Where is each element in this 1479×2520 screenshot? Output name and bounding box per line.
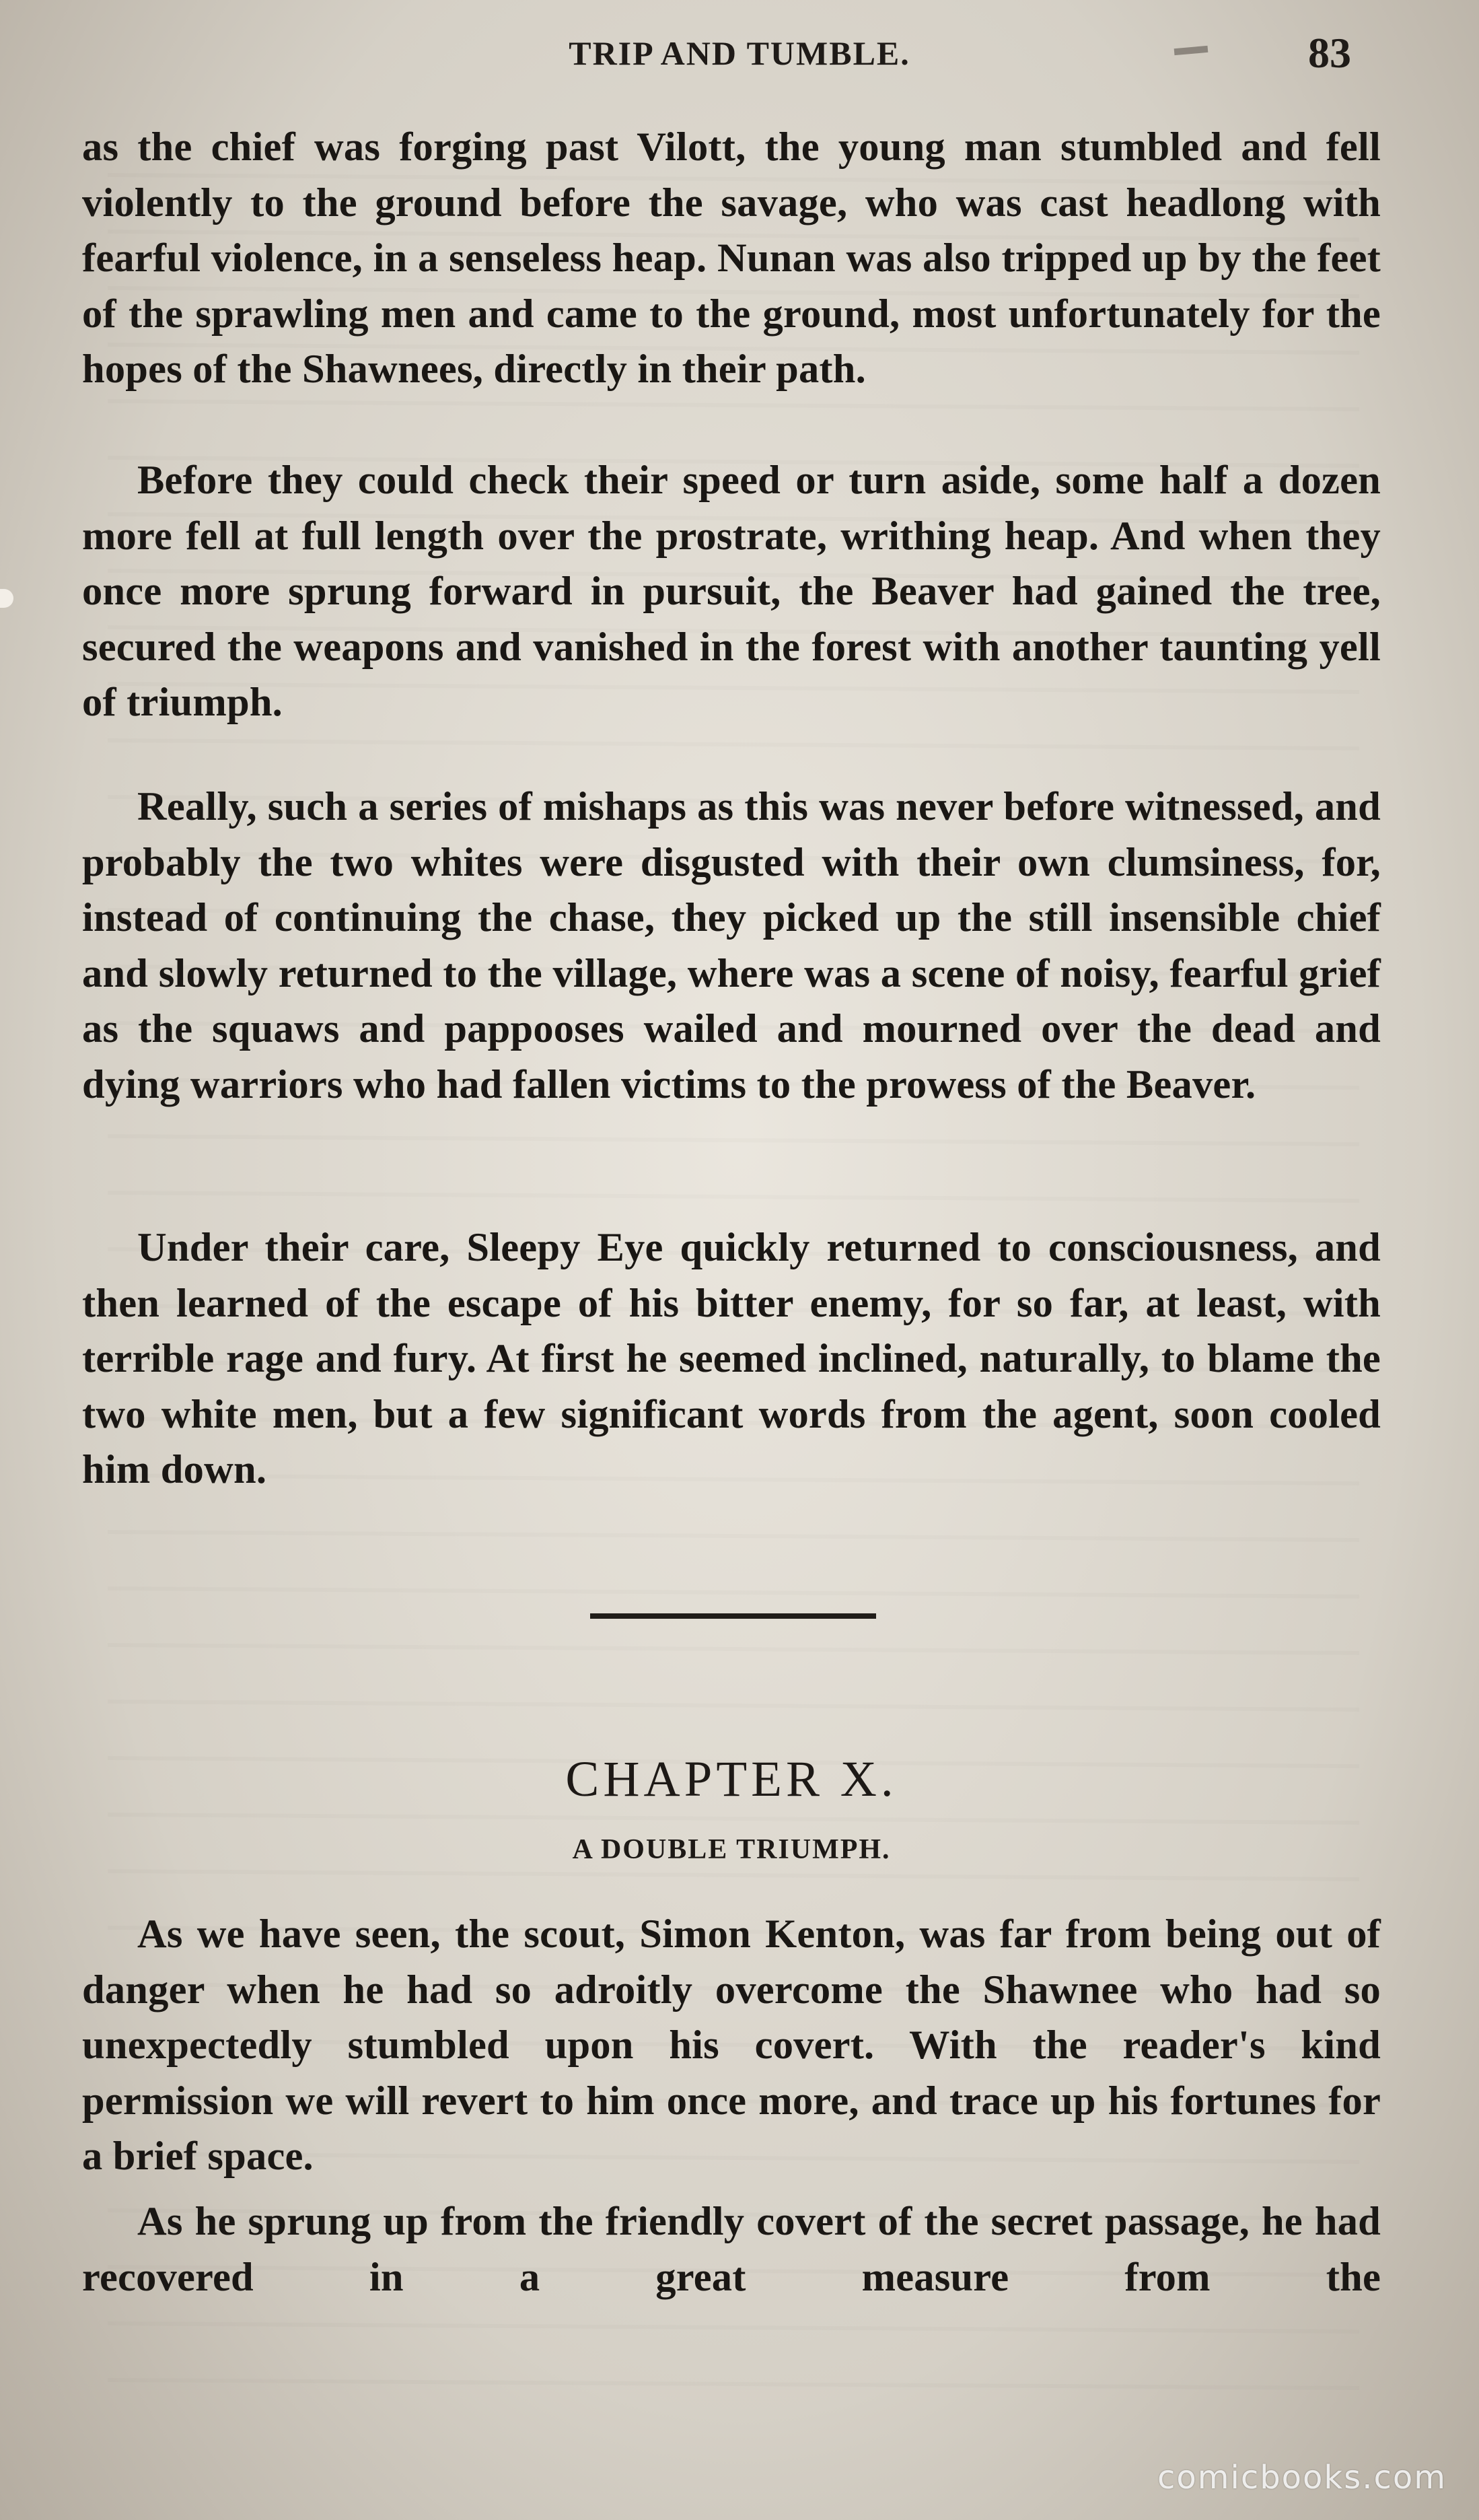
page-number: 83 bbox=[1308, 29, 1351, 77]
chapter-paragraph-1: As we have seen, the scout, Simon Kenton, was far from being out of danger when he had so adroitly overcome the Shawnee who had so unexpectedly stumbled upon his covert. With the reader's kind permission we will revert to him once more, and trace up his fortunes for a brief space. bbox=[82, 1912, 1381, 2179]
paragraph-1: as the chief was forging past Vilott, the young man stumbled and fell violently to the ground before the savage, who was cast headlong with fearful violence, in a senseless heap. Nunan was also tripped up by the feet of the sprawling men and came to the ground, most unfortunately for the hopes of the Shawnees, directly in their path. bbox=[82, 125, 1381, 392]
running-header bbox=[81, 28, 1398, 82]
paragraph-4: Under their care, Sleepy Eye quickly returned to consciousness, and then learned of the escape of his bitter enemy, for so far, at least, with terrible rage and fury. At first he seemed inclined, naturally, to blame the two white men, but a few significant words from the agent, soon cooled him down. bbox=[82, 1225, 1381, 1492]
chapter-subtitle: A DOUBLE TRIUMPH. bbox=[572, 1834, 891, 1865]
paragraph-3: Really, such a series of mishaps as this was never before witnessed, and probably the two whites were disgusted with their own clumsiness, for, instead of continuing the chase, they picked up the still insensible chief and slowly returned to the village, where was a scene of noisy, fearful grief as the squaws and pappooses wailed and mourned over the dead and dying warriors who had fallen victims to the prowess of the Beaver. bbox=[82, 784, 1381, 1107]
page-body bbox=[82, 120, 1381, 2361]
chapter-divider-rule bbox=[590, 1613, 876, 1619]
running-title: TRIP AND TUMBLE. bbox=[569, 34, 910, 72]
watermark-text: comicbooks.com bbox=[1157, 2459, 1447, 2496]
page-edge-mark bbox=[0, 589, 13, 608]
chapter-title: CHAPTER X. bbox=[565, 1751, 898, 1807]
chapter-paragraph-2: As he sprung up from the friendly covert of the secret passage, he had recovered in a great measure from the bbox=[82, 2199, 1381, 2300]
paragraph-2: Before they could check their speed or turn aside, some half a dozen more fell at full length over the prostrate, writhing heap. And when they once more sprung forward in pursuit, the Beaver had gained the tree, secured the weapons and vanished in the forest with another taunting yell of triumph. bbox=[82, 458, 1381, 725]
